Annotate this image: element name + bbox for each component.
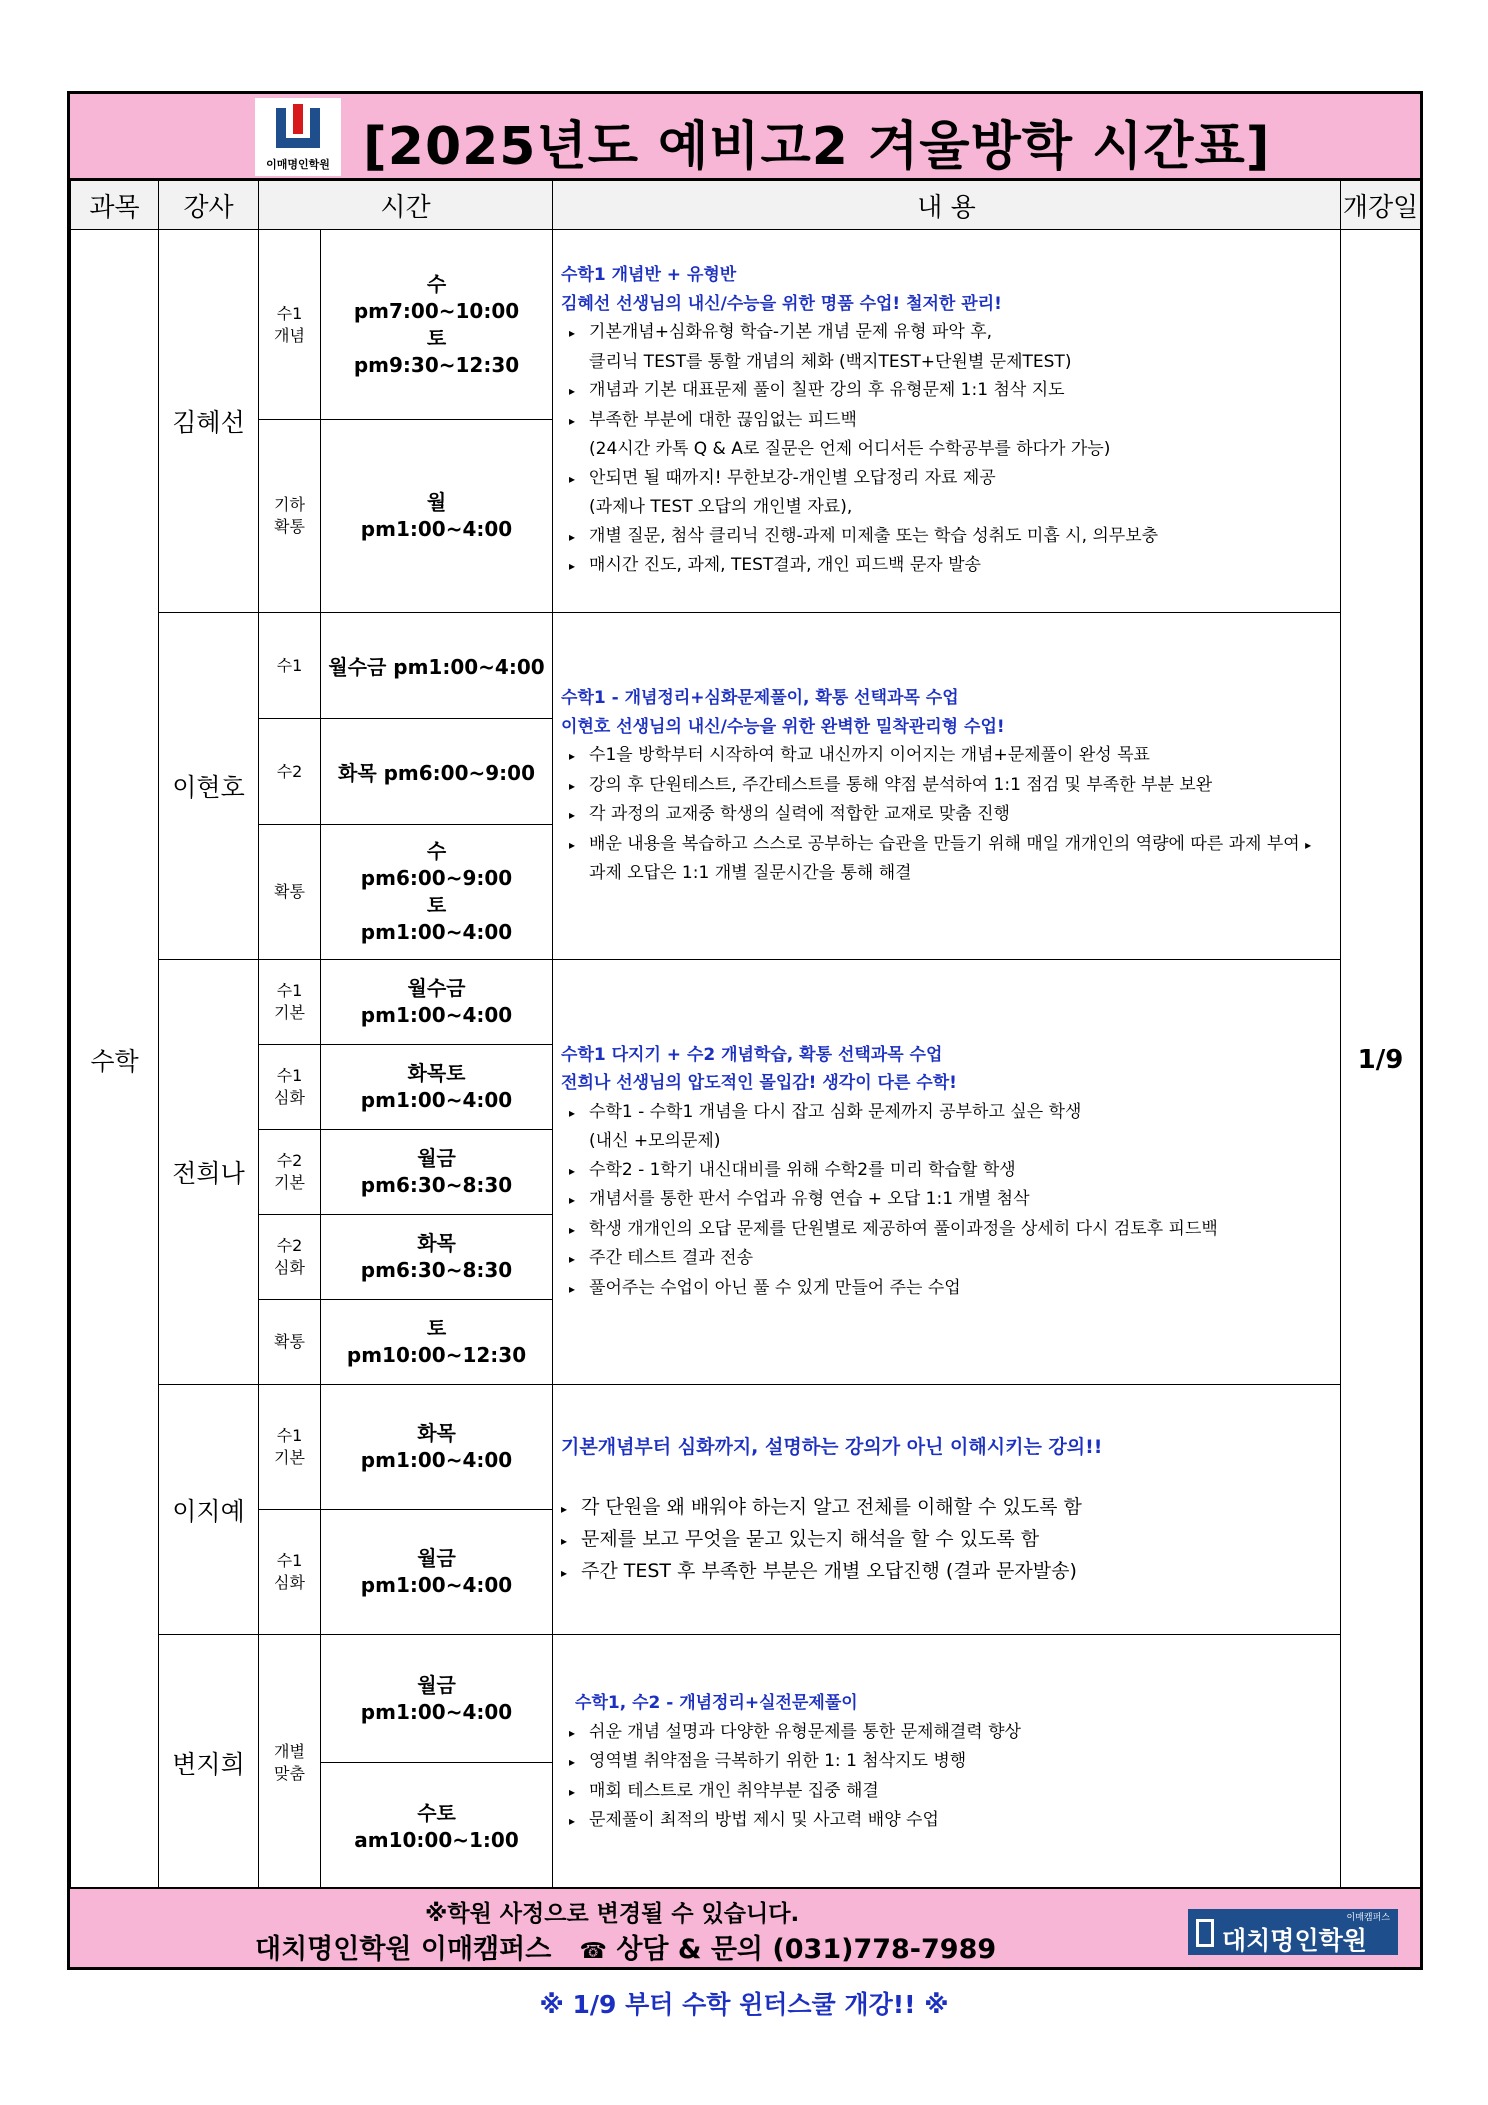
class-time: 수토 am10:00~1:00 bbox=[321, 1763, 553, 1891]
contact-line bbox=[255, 1927, 996, 1966]
contact-text: 상담 & 문의 (031)778-7989 bbox=[616, 1934, 997, 1965]
logo-text: 이매명인학원 bbox=[266, 158, 330, 171]
subject-cell: 수학 bbox=[71, 230, 159, 1891]
class-label: 수1 심화 bbox=[259, 1045, 321, 1130]
class-time: 토 pm10:00~12:30 bbox=[321, 1300, 553, 1385]
timetable-sheet bbox=[67, 91, 1423, 1970]
content-leeji: 기본개념부터 심화까지, 설명하는 강의가 아닌 이해시키는 강의!! ▸ 각 단원을 왜 배워야 하는지 알고 전체를 이해할 수 있도록 함 ▸ 문제를 보고 무엇을 묻고 있는지 해석을 할 수 있도록 함 ▸ 주간 TEST 후 부족한 부분은 개별 오답진행 (결과 문자발송) bbox=[553, 1385, 1341, 1635]
class-time: 월금 pm6:30~8:30 bbox=[321, 1130, 553, 1215]
class-time: 화목 pm6:00~9:00 bbox=[321, 719, 553, 825]
table-row bbox=[71, 230, 1421, 420]
class-label: 수1 심화 bbox=[259, 1510, 321, 1635]
class-label: 확통 bbox=[259, 1300, 321, 1385]
teacher-jeon: 전희나 bbox=[159, 960, 259, 1385]
teacher-kim: 김혜선 bbox=[159, 230, 259, 613]
class-label: 수1 기본 bbox=[259, 1385, 321, 1510]
class-time: 월수금 pm1:00~4:00 bbox=[321, 613, 553, 719]
class-time: 수 pm7:00~10:00 토 pm9:30~12:30 bbox=[321, 230, 553, 420]
table-row bbox=[71, 613, 1421, 719]
timetable bbox=[70, 180, 1421, 1891]
winter-school-banner: ※ 1/9 부터 수학 윈터스쿨 개강!! ※ bbox=[539, 1990, 949, 2019]
content-byun: 수학1, 수2 - 개념정리+실전문제풀이 ▸ 쉬운 개념 설명과 다양한 유형문제를 통한 문제해결력 향상 ▸ 영역별 취약점을 극복하기 위한 1: 1 첨삭지도 병행 ▸ 매회 테스트로 개인 취약부분 집중 해결 ▸ 문제풀이 최적의 방법 제시 및 사고력 배양 수업 bbox=[553, 1635, 1341, 1891]
table-row bbox=[71, 1385, 1421, 1510]
footer-logo-campus: 이매캠퍼스 bbox=[1346, 1913, 1390, 1923]
teacher-byun: 변지희 bbox=[159, 1635, 259, 1891]
phone-icon: ☎ bbox=[579, 1939, 607, 1964]
table-row bbox=[71, 1635, 1421, 1763]
class-label: 확통 bbox=[259, 825, 321, 960]
class-label: 수1 기본 bbox=[259, 960, 321, 1045]
academy-logo bbox=[255, 98, 341, 176]
footer-logo bbox=[1188, 1909, 1398, 1955]
class-time: 월금 pm1:00~4:00 bbox=[321, 1635, 553, 1763]
header-row bbox=[71, 181, 1421, 230]
class-label: 수1 개념 bbox=[259, 230, 321, 420]
class-time: 화목 pm6:30~8:30 bbox=[321, 1215, 553, 1300]
footer-logo-icon bbox=[1196, 1919, 1214, 1947]
open-date: 1/9 bbox=[1341, 230, 1421, 1891]
page-title: [2025년도 예비고2 겨울방학 시간표] bbox=[363, 117, 1271, 177]
class-time: 월수금 pm1:00~4:00 bbox=[321, 960, 553, 1045]
class-time: 화목 pm1:00~4:00 bbox=[321, 1385, 553, 1510]
header-teacher: 강사 bbox=[159, 181, 259, 230]
footer-logo-name: 대치명인학원 bbox=[1222, 1926, 1367, 1955]
change-notice: ※학원 사정으로 변경될 수 있습니다. bbox=[425, 1901, 800, 1927]
class-label: 수2 bbox=[259, 719, 321, 825]
teacher-lee: 이현호 bbox=[159, 613, 259, 960]
academy-name: 대치명인학원 이매캠퍼스 bbox=[255, 1934, 552, 1965]
class-time: 화목토 pm1:00~4:00 bbox=[321, 1045, 553, 1130]
header-time: 시간 bbox=[259, 181, 553, 230]
content-lee: 수학1 - 개념정리+심화문제풀이, 확통 선택과목 수업 이현호 선생님의 내신/수능을 위한 완벽한 밀착관리형 수업! ▸ 수1을 방학부터 시작하여 학교 내신까지 이어지는 개념+문제풀이 완성 목표 ▸ 강의 후 단원테스트, 주간테스트를 통해 약점 분석하여 1:1 점검 및 부족한 부분 보완 ▸ 각 과정의 교재중 학생의 실력에 적합한 교재로 맞춤 진행 ▸ 배운 내용을 복습하고 스스로 공부하는 습관을 만들기 위해 매일 개개인의 역량에 따른 과제 부여 ▸ 과제 오답은 1:1 개별 질문시간을 통해 해결 bbox=[553, 613, 1341, 960]
class-label: 수2 기본 bbox=[259, 1130, 321, 1215]
content-jeon: 수학1 다지기 + 수2 개념학습, 확통 선택과목 수업 전희나 선생님의 압도적인 몰입감! 생각이 다른 수학! ▸ 수학1 - 수학1 개념을 다시 잡고 심화 문제까지 공부하고 싶은 학생 (내신 +모의문제) ▸ 수학2 - 1학기 내신대비를 위해 수학2를 미리 학습할 학생 ▸ 개념서를 통한 판서 수업과 유형 연습 + 오답 1:1 개별 첨삭 ▸ 학생 개개인의 오답 문제를 단원별로 제공하여 풀이과정을 상세히 다시 검토후 피드백 ▸ 주간 테스트 결과 전송 ▸ 풀어주는 수업이 아닌 풀 수 있게 만들어 주는 수업 bbox=[553, 960, 1341, 1385]
footer bbox=[70, 1887, 1420, 1967]
header-subject: 과목 bbox=[71, 181, 159, 230]
header-open: 개강일 bbox=[1341, 181, 1421, 230]
class-time: 월 pm1:00~4:00 bbox=[321, 420, 553, 613]
table-row bbox=[71, 960, 1421, 1045]
class-time: 수 pm6:00~9:00 토 pm1:00~4:00 bbox=[321, 825, 553, 960]
class-label: 수2 심화 bbox=[259, 1215, 321, 1300]
title-bar bbox=[70, 94, 1420, 180]
class-label: 기하 확통 bbox=[259, 420, 321, 613]
header-content: 내 용 bbox=[553, 181, 1341, 230]
class-label: 개별 맞춤 bbox=[259, 1635, 321, 1891]
teacher-leeji: 이지예 bbox=[159, 1385, 259, 1635]
class-time: 월금 pm1:00~4:00 bbox=[321, 1510, 553, 1635]
academy-logo-icon bbox=[276, 104, 320, 148]
class-label: 수1 bbox=[259, 613, 321, 719]
content-kim: 수학1 개념반 + 유형반 김혜선 선생님의 내신/수능을 위한 명품 수업! 철저한 관리! ▸ 기본개념+심화유형 학습-기본 개념 문제 유형 파악 후, 클리닉 TEST를 통할 개념의 체화 (백지TEST+단원별 문제TEST) ▸ 개념과 기본 대표문제 풀이 칠판 강의 후 유형문제 1:1 첨삭 지도 ▸ 부족한 부분에 대한 끊임없는 피드백 (24시간 카톡 Q & A로 질문은 언제 어디서든 수학공부를 하다가 가능) ▸ 안되면 될 때까지! 무한보강-개인별 오답정리 자료 제공 (과제나 TEST 오답의 개인별 자료), ▸ 개별 질문, 첨삭 클리닉 진행-과제 미제출 또는 학습 성취도 미흡 시, 의무보충 ▸ 매시간 진도, 과제, TEST결과, 개인 피드백 문자 발송 bbox=[553, 230, 1341, 613]
